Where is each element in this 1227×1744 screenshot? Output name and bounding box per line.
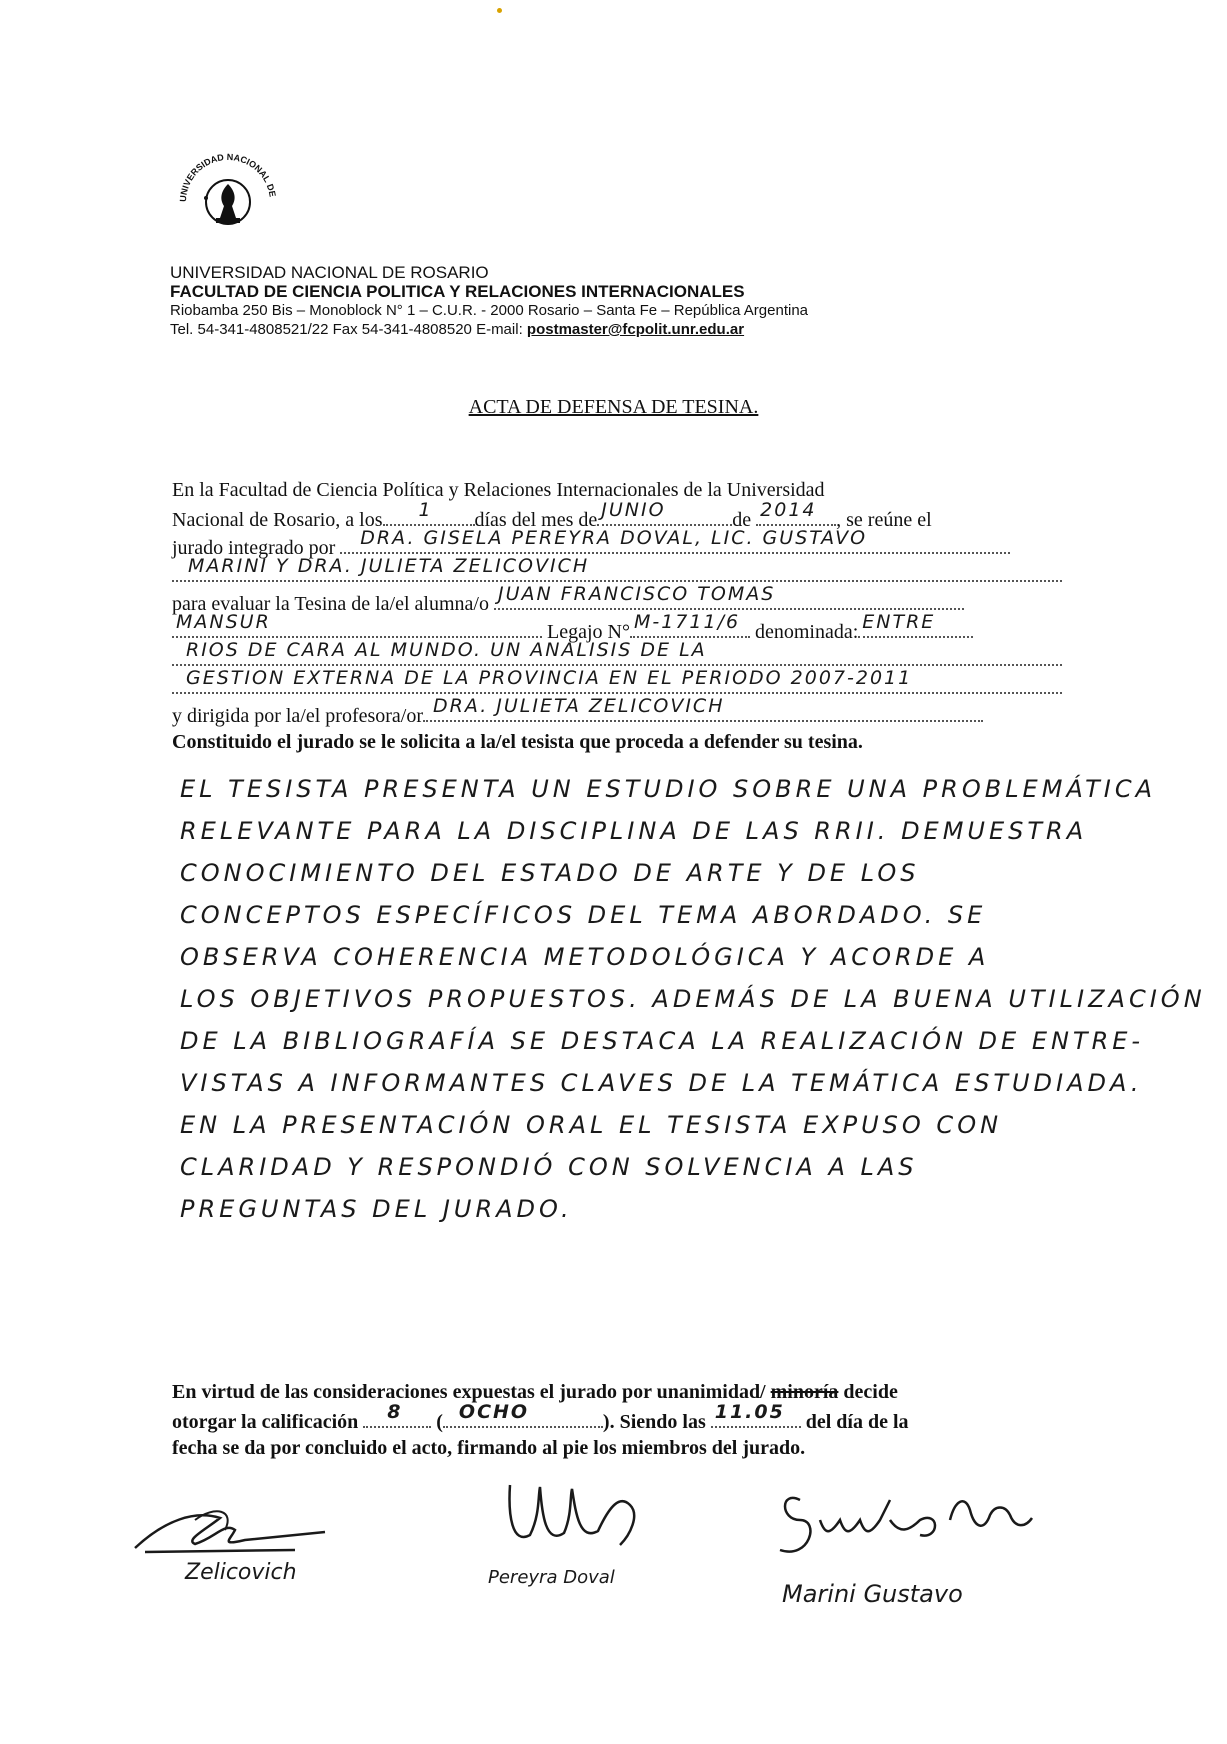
signature-pereyra-doval: [480, 1475, 700, 1615]
hora-field[interactable]: 11.05: [711, 1406, 801, 1428]
evaluation-line: DE LA BIBLIOGRAFÍA SE DESTACA LA REALIZACIÓN DE ENTRE-: [180, 1027, 1145, 1055]
evaluation-line: CONCEPTOS ESPECÍFICOS DEL TEMA ABORDADO. SE: [180, 901, 987, 929]
mes-field[interactable]: JUNIO: [597, 504, 732, 526]
contact-line: [170, 320, 808, 339]
form-body: [172, 476, 1072, 756]
dia-field[interactable]: 1: [383, 504, 475, 526]
evaluation-line: EN LA PRESENTACIÓN ORAL EL TESISTA EXPUSO CON: [180, 1111, 1003, 1139]
signature-marini: [770, 1480, 1170, 1630]
alumno-field-2[interactable]: MANSUR: [172, 616, 542, 638]
evaluation-line: LOS OBJETIVOS PROPUESTOS. ADEMÁS DE LA BUENA UTILIZACIÓN: [180, 985, 1206, 1013]
form-line-2: Nacional de Rosario, a los 1 días del mes de JUNIO de 2014 , se reúne el: [172, 499, 932, 531]
closing-paragraph: [172, 1378, 1072, 1462]
university-seal: [168, 140, 288, 260]
form-line-9: y dirigida por la/el profesora/or DRA. JULIETA ZELICOVICH: [172, 700, 1072, 728]
nota-letras-field[interactable]: OCHO: [443, 1406, 603, 1428]
titulo-field-1[interactable]: ENTRE: [858, 616, 973, 638]
titulo-field-3[interactable]: GESTION EXTERNA DE LA PROVINCIA EN EL PERIODO 2007-2011: [172, 672, 1062, 694]
email-link[interactable]: postmaster@fcpolit.unr.edu.ar: [526, 321, 745, 338]
ink-dot: [497, 8, 502, 13]
form-line-6: MANSUR Legajo N° M-1711/6 denominada: ENTRE: [172, 616, 1072, 644]
evaluation-line: VISTAS A INFORMANTES CLAVES DE LA TEMÁTICA ESTUDIADA.: [180, 1069, 1143, 1097]
alumno-field-1[interactable]: JUAN FRANCISCO TOMAS: [494, 588, 964, 610]
closing-line-2: otorgar la calificación 8 ( OCHO ). Siendo las 11.05 del día de la: [172, 1401, 909, 1433]
phone-fax: Tel. 54-341-4808521/22 Fax 54-341-4808520 E-mail:: [170, 321, 527, 338]
nota-field[interactable]: 8: [363, 1406, 431, 1428]
university-name: UNIVERSIDAD NACIONAL DE ROSARIO: [170, 263, 489, 282]
document-title: ACTA DE DEFENSA DE TESINA.: [468, 396, 759, 418]
form-line-5: para evaluar la Tesina de la/el alumna/o JUAN FRANCISCO TOMAS: [172, 588, 1072, 616]
closing-line-3: fecha se da por concluido el acto, firmando al pie los miembros del jurado.: [172, 1437, 806, 1459]
closing-line-1: En virtud de las consideraciones expuestas el jurado por unanimidad/ minoría decide: [172, 1381, 898, 1403]
evaluation-text[interactable]: [180, 768, 1210, 1230]
signature-name-3: Marini Gustavo: [782, 1580, 963, 1608]
faculty-name: FACULTAD DE CIENCIA POLITICA Y RELACIONES INTERNACIONALES: [170, 282, 745, 301]
titulo-field-2[interactable]: RIOS DE CARA AL MUNDO. UN ANALISIS DE LA: [172, 644, 1062, 666]
jurado-field-1[interactable]: DRA. GISELA PEREYRA DOVAL, LIC. GUSTAVO: [340, 532, 1010, 554]
evaluation-line: PREGUNTAS DEL JURADO.: [180, 1195, 573, 1223]
form-line-10: Constituido el jurado se le solicita a la/el tesista que proceda a defender su tesina.: [172, 731, 863, 753]
signature-name-1: Zelicovich: [185, 1560, 297, 1585]
evaluation-line: EL TESISTA PRESENTA UN ESTUDIO SOBRE UNA PROBLEMÁTICA: [180, 775, 1157, 803]
evaluation-line: OBSERVA COHERENCIA METODOLÓGICA Y ACORDE A: [180, 943, 990, 971]
seal-text: UNIVERSIDAD NACIONAL DE: [177, 151, 278, 203]
evaluation-line: RELEVANTE PARA LA DISCIPLINA DE LAS RRII. DEMUESTRA: [180, 817, 1088, 845]
form-line-1: En la Facultad de Ciencia Política y Relaciones Internacionales de la Universidad: [172, 479, 825, 501]
director-field[interactable]: DRA. JULIETA ZELICOVICH: [423, 700, 983, 722]
signature-name-2: Pereyra Doval: [488, 1567, 615, 1588]
form-line-3: jurado integrado por DRA. GISELA PEREYRA DOVAL, LIC. GUSTAVO: [172, 532, 1072, 560]
anio-field[interactable]: 2014: [756, 504, 836, 526]
letterhead: [170, 263, 808, 339]
address: Riobamba 250 Bis – Monoblock N° 1 – C.U.R. - 2000 Rosario – Santa Fe – República Argentina: [170, 302, 809, 319]
legajo-field[interactable]: M-1711/6: [630, 616, 750, 638]
evaluation-line: CONOCIMIENTO DEL ESTADO DE ARTE Y DE LOS: [180, 859, 920, 887]
minoria-struck: minoría: [770, 1381, 839, 1403]
signature-zelicovich: [125, 1500, 355, 1600]
evaluation-line: CLARIDAD Y RESPONDIÓ CON SOLVENCIA A LAS: [180, 1153, 918, 1181]
jurado-field-2[interactable]: MARINI Y DRA. JULIETA ZELICOVICH: [172, 560, 1062, 582]
